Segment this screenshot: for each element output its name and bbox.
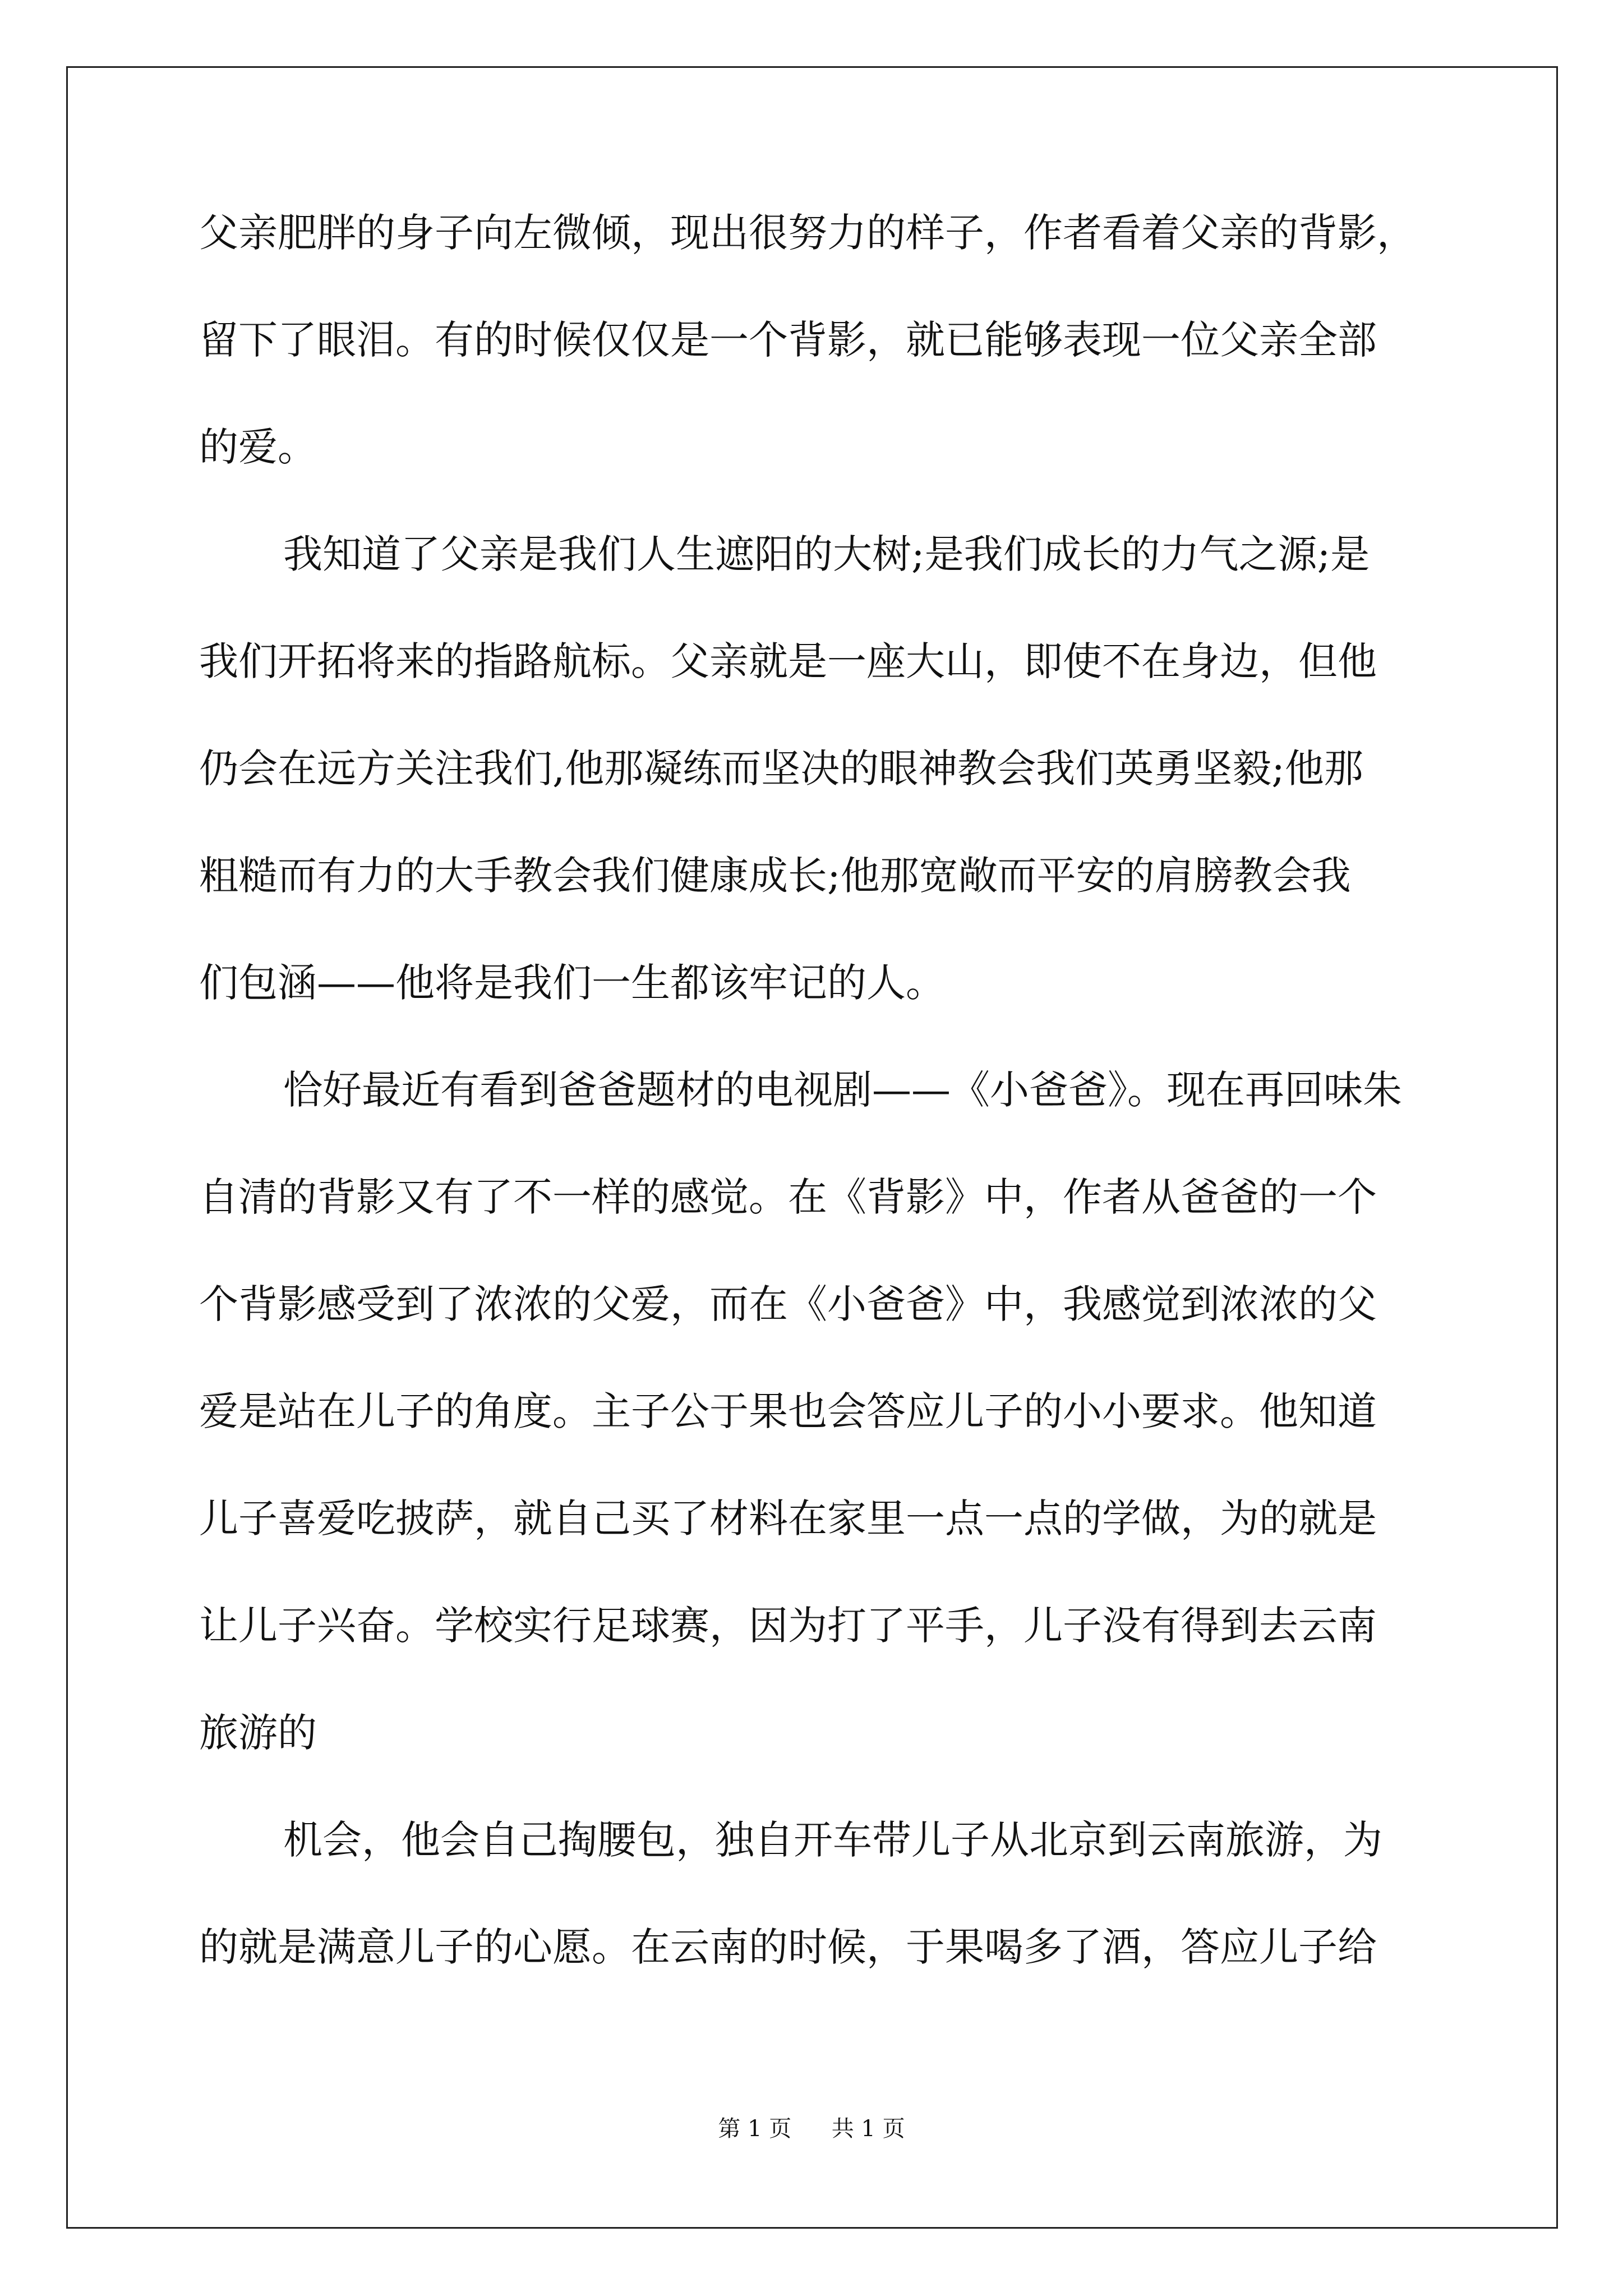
paragraph-1 — [199, 209, 1427, 530]
text-line: 的爱。 — [199, 424, 317, 470]
document-body — [199, 209, 1427, 1971]
text-line: 我知道了父亲是我们人生遮阳的大树;是我们成长的力气之源;是 — [283, 531, 1370, 577]
text-line: 旅游的 — [199, 1710, 317, 1756]
text-line: 们包涵——他将是我们一生都该牢记的人。 — [199, 960, 945, 1006]
text-line: 儿子喜爱吃披萨，就自己买了材料在家里一点一点的学做，为的就是 — [199, 1496, 1377, 1542]
text-line: 粗糙而有力的大手教会我们健康成长;他那宽敞而平安的肩膀教会我 — [199, 853, 1351, 899]
text-line: 自清的背影又有了不一样的感觉。在《背影》中，作者从爸爸的一个 — [199, 1174, 1377, 1220]
text-line: 让儿子兴奋。学校实行足球赛，因为打了平手，儿子没有得到去云南 — [199, 1603, 1377, 1649]
text-line: 机会，他会自己掏腰包，独自开车带儿子从北京到云南旅游，为 — [283, 1817, 1382, 1863]
text-line: 仍会在远方关注我们,他那凝练而坚决的眼神教会我们英勇坚毅;他那 — [199, 746, 1363, 792]
page-footer — [0, 2115, 1623, 2143]
paragraph-2 — [199, 530, 1427, 1066]
text-line: 的就是满意儿子的心愿。在云南的时候，于果喝多了酒，答应儿子给 — [199, 1924, 1377, 1970]
page-total: 共 1 页 — [831, 2116, 905, 2142]
text-line: 我们开拓将来的指路航标。父亲就是一座大山，即使不在身边，但他 — [199, 638, 1377, 684]
text-line: 恰好最近有看到爸爸题材的电视剧——《小爸爸》。现在再回味朱 — [283, 1067, 1402, 1113]
paragraph-3 — [199, 1066, 1427, 1816]
text-line: 个背影感受到了浓浓的父爱，而在《小爸爸》中，我感觉到浓浓的父 — [199, 1281, 1377, 1327]
paragraph-4 — [199, 1816, 1427, 1971]
text-line: 爱是站在儿子的角度。主子公于果也会答应儿子的小小要求。他知道 — [199, 1388, 1377, 1434]
text-line: 父亲肥胖的身子向左微倾，现出很努力的样子，作者看着父亲的背影， — [199, 210, 1416, 256]
text-line: 留下了眼泪。有的时候仅仅是一个背影，就已能够表现一位父亲全部 — [199, 317, 1377, 363]
page-number: 第 1 页 — [718, 2116, 792, 2142]
